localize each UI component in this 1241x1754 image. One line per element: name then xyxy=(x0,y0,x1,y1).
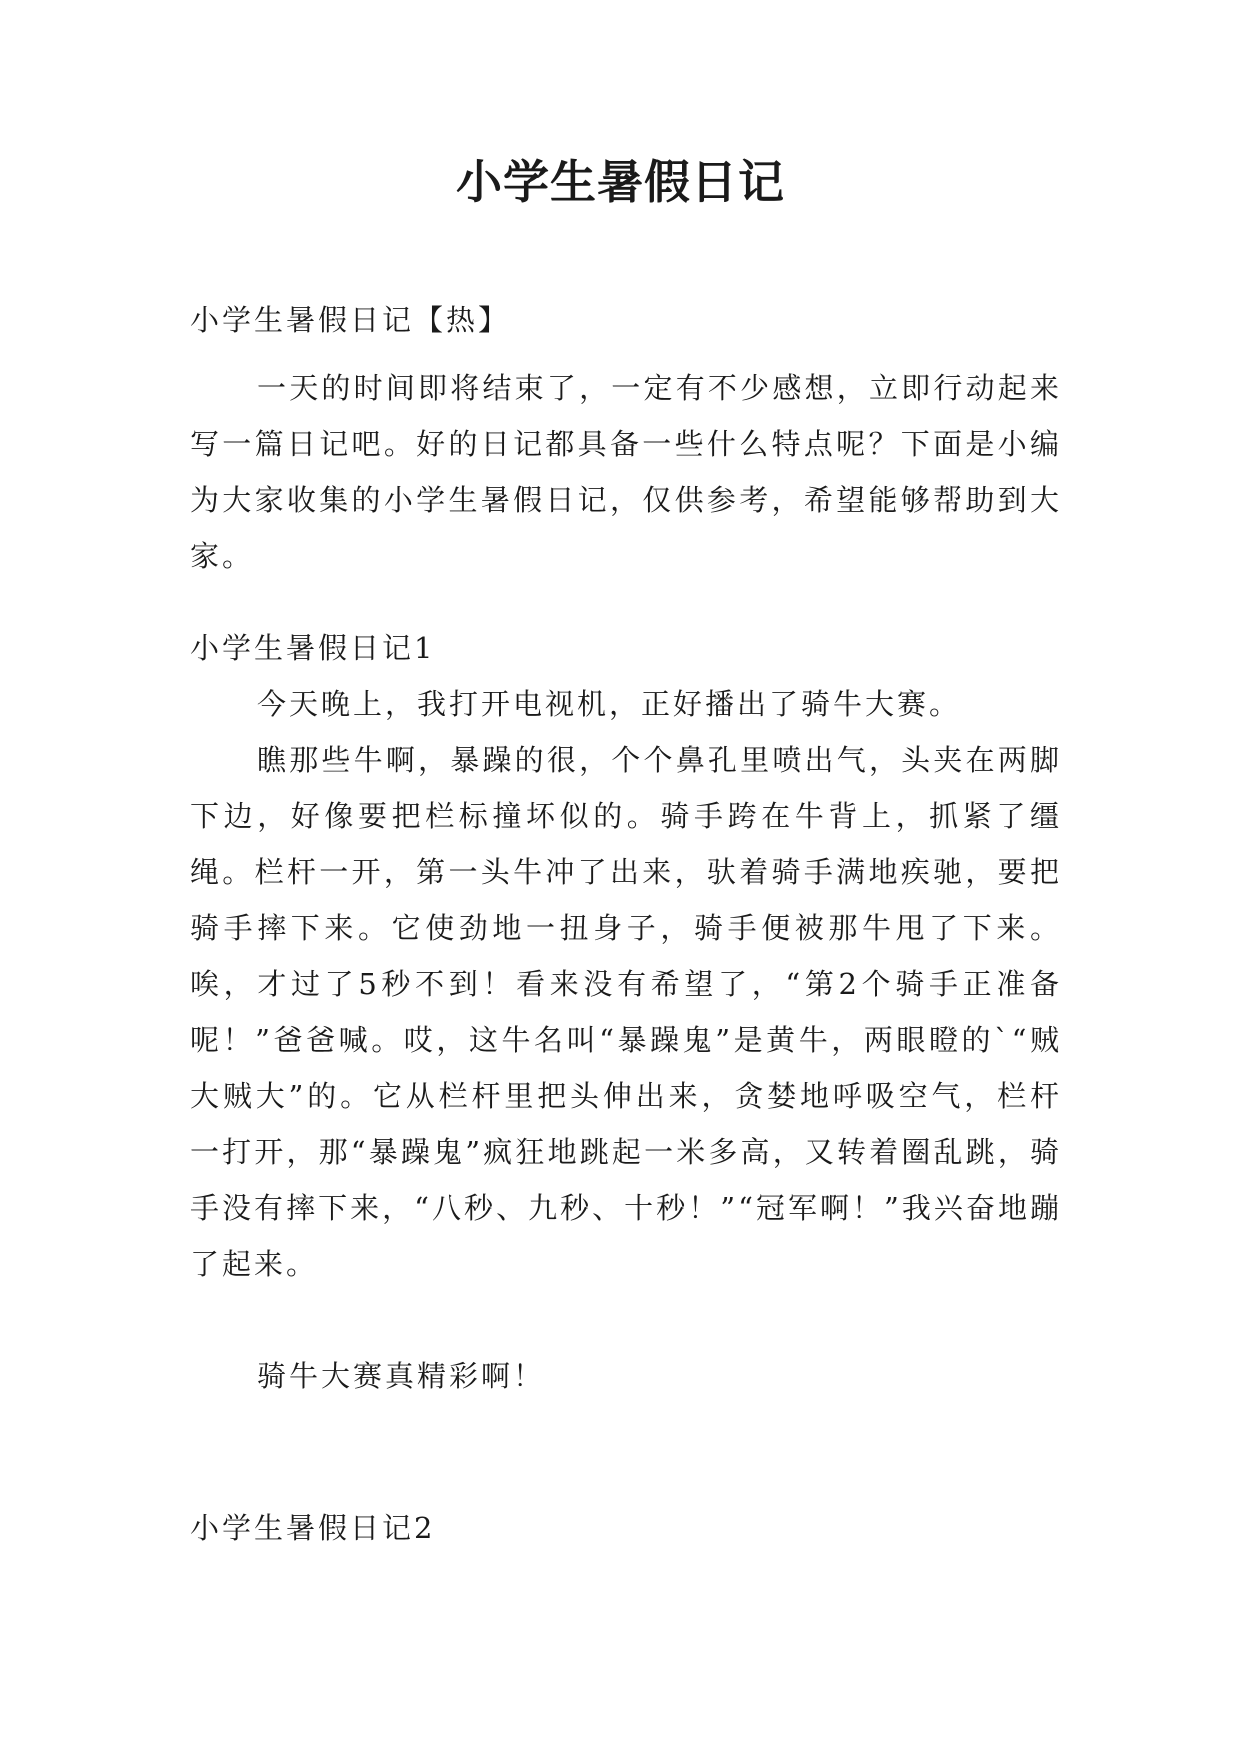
section-1-paragraph-2: 瞧那些牛啊，暴躁的很，个个鼻孔里喷出气，头夹在两脚下边，好像要把栏标撞坏似的。骑手跨在牛背上，抓紧了缰绳。栏杆一开，第一头牛冲了出来，驮着骑手满地疾驰，要把骑手摔下来。它使劲地一扭身子，骑手便被那牛甩了下来。唉，才过了5秒不到！看来没有希望了，“第2个骑手正准备呢！”爸爸喊。哎，这牛名叫“暴躁鬼”是黄牛，两眼瞪的`“贼大贼大”的。它从栏杆里把头伸出来，贪婪地呼吸空气，栏杆一打开，那“暴躁鬼”疯狂地跳起一米多高，又转着圈乱跳，骑手没有摔下来，“八秒、九秒、十秒！”“冠军啊！”我兴奋地蹦了起来。 xyxy=(190,743,1062,1281)
section-1-paragraph-1: 今天晚上，我打开电视机，正好播出了骑牛大赛。 xyxy=(257,687,962,721)
section-1-paragraph-3: 骑牛大赛真精彩啊！ xyxy=(257,1359,546,1393)
section-heading-2: 小学生暑假日记2 xyxy=(190,1511,436,1545)
document-subtitle: 小学生暑假日记【热】 xyxy=(190,303,511,337)
page-title: 小学生暑假日记 xyxy=(456,155,785,209)
intro-paragraph: 一天的时间即将结束了，一定有不少感想，立即行动起来写一篇日记吧。好的日记都具备一些什么特点呢？下面是小编为大家收集的小学生暑假日记，仅供参考，希望能够帮助到大家。 xyxy=(190,371,1062,573)
section-heading-1: 小学生暑假日记1 xyxy=(190,631,436,665)
